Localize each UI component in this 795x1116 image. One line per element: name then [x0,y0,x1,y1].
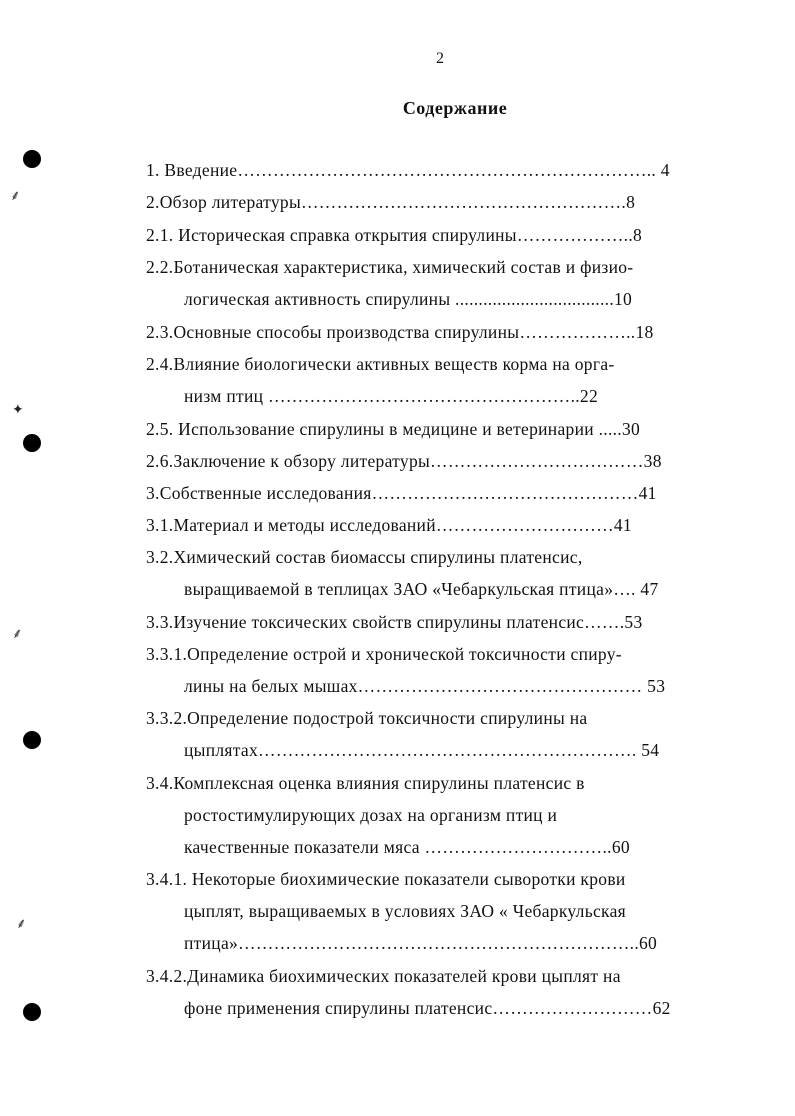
scan-speck: ⸙ [16,917,27,932]
toc-entry: лины на белых мышах………………………………………… 53 [184,676,666,696]
scan-speck: ⸙ [12,627,23,642]
page-title: Содержание [402,98,508,118]
toc-entry: цыплят, выращиваемых в условиях ЗАО « Чебаркульская [184,901,626,921]
toc-entry: 3.3.1.Определение острой и хронической токсичности спиру- [146,644,622,664]
page-number: 2 [436,50,444,67]
toc-entry: 2.6.Заключение к обзору литературы………………………………38 [146,451,662,471]
toc-entry: птица»…………………………………………………………..60 [184,933,658,953]
punch-hole [23,731,41,749]
scan-speck: ✦ [12,403,24,418]
toc-entry: ростостимулирующих дозах на организм птиц и [184,805,558,825]
toc-entry: 2.3.Основные способы производства спирулины………………..18 [146,322,654,342]
toc-entry: 3.4.2.Динамика биохимических показателей крови цыплят на [146,966,621,986]
scan-speck: ⸙ [10,189,21,204]
toc-entry: 2.5. Использование спирулины в медицине и ветеринарии .....30 [146,419,641,439]
toc-entry: качественные показатели мяса …………………………..60 [184,837,630,857]
toc-entry: 2.2.Ботаническая характеристика, химический состав и физио- [146,257,634,277]
toc-entry: 3.1.Материал и методы исследований…………………………41 [146,515,632,535]
toc-entry: цыплятах………………………………………………………. 54 [184,740,660,760]
toc-entry: низм птиц ……………………………………………..22 [184,386,599,406]
toc-entry: логическая активность спирулины ..................................10 [184,289,633,309]
punch-hole [23,1003,41,1021]
toc-entry: 3.4.1. Некоторые биохимические показатели сыворотки крови [146,869,626,889]
toc-entry: выращиваемой в теплицах ЗАО «Чебаркульская птица»…. 47 [184,579,659,599]
toc-entry: 3.3.Изучение токсических свойств спирулины платенсис…….53 [146,612,643,632]
punch-hole [23,150,41,168]
toc-entry: 3.2.Химический состав биомассы спирулины платенсис, [146,547,583,567]
toc-entry: фоне применения спирулины платенсис………………………62 [184,998,671,1018]
toc-entry: 2.1. Историческая справка открытия спирулины………………..8 [146,225,643,245]
toc-entry: 1. Введение…………………………………………………………….. 4 [146,160,670,180]
toc-entry: 2.Обзор литературы……………………………………………….8 [146,192,636,212]
toc-entry: 3.3.2.Определение подострой токсичности спирулины на [146,708,588,728]
toc-entry: 3.4.Комплексная оценка влияния спирулины платенсис в [146,773,585,793]
toc-entry: 2.4.Влияние биологически активных веществ корма на орга- [146,354,615,374]
toc-entry: 3.Собственные исследования………………………………………41 [146,483,657,503]
punch-hole [23,434,41,452]
